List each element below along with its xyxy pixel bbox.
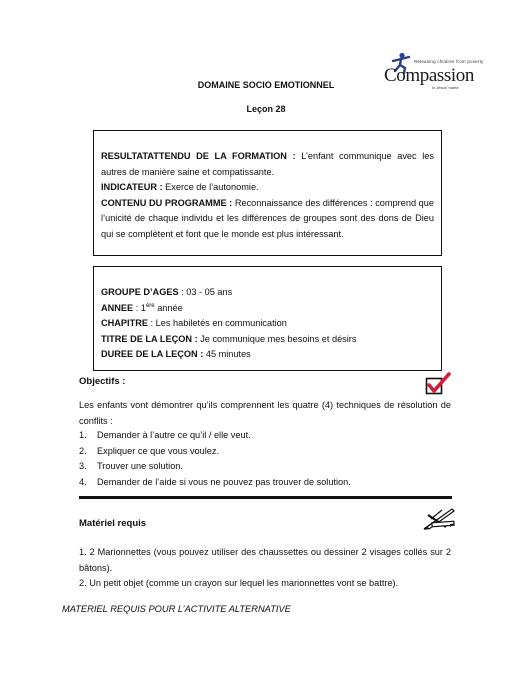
chapter-label: CHAPITRE (101, 318, 148, 328)
duration-line (101, 347, 434, 363)
duration-text: 45 minutes (205, 349, 251, 359)
list-item-text: Expliquer ce que vous voulez. (97, 445, 220, 456)
chapter-text: : Les habiletés en communication (150, 318, 287, 328)
materials-list (79, 545, 451, 592)
list-item-number: 4. (79, 476, 87, 487)
title-label: TITRE DE LA LEÇON : (101, 333, 198, 344)
year-suffix: année (157, 302, 183, 313)
year-line (101, 301, 434, 317)
year-sup: ère (145, 302, 155, 309)
age-label: GROUPE D’AGES (101, 287, 179, 297)
list-item-number: 1. (79, 430, 87, 440)
domain-title: DOMAINE SOCIO EMOTIONNEL (197, 80, 335, 90)
duration-label: DUREE DE LA LEÇON : (101, 349, 204, 359)
result-text: L’enfant communique avec les autres de manière saine et compatissante. (101, 151, 434, 177)
indicator-text: Exerce de l’autonomie. (165, 182, 259, 192)
material-item: 2. Un petit objet (comme un crayon sur lequel les marionnettes vont se battre). (79, 578, 399, 588)
objectives-intro: Les enfants vont démontrer qu’ils comprennent les quatre (4) techniques de résolution de conflits : (79, 400, 451, 426)
title-line (101, 332, 434, 348)
logo-tagline: Releasing children from poverty (414, 59, 484, 64)
list-item-number: 2. (79, 445, 87, 456)
materials-heading: Matériel requis (79, 518, 147, 529)
age-line (101, 285, 434, 301)
title-text: Je communique mes besoins et désirs (200, 333, 357, 344)
list-item (79, 475, 459, 491)
material-item: 1. 2 Marionnettes (vous pouvez utiliser des chaussettes ou dessiner 2 visages collés sur 2 bâtons). (79, 547, 451, 573)
red-checkmark-icon (425, 372, 451, 396)
result-label: RESULTATATTENDU DE LA FORMATION : (101, 151, 296, 161)
list-item-number: 3. (79, 461, 87, 471)
content-label: CONTENU DU PROGRAMME : (101, 197, 233, 208)
lesson-info-box (93, 266, 442, 371)
chapter-line (101, 316, 434, 332)
content-line (101, 196, 434, 243)
indicator-line (101, 180, 434, 196)
age-text: : 03 - 05 ans (181, 287, 233, 297)
formation-box (93, 130, 442, 256)
year-label: ANNEE (101, 302, 134, 313)
alt-materials-heading: MATERIEL REQUIS POUR L’ACTIVITE ALTERNATIVE (62, 604, 291, 614)
objectives-list (79, 428, 459, 490)
logo-brand: Compassion (384, 65, 474, 86)
objectives-heading: Objectifs : (79, 376, 126, 387)
list-item (79, 459, 459, 475)
logo-sub: in Jesus' name (432, 85, 459, 90)
list-item-text: Trouver une solution. (97, 461, 183, 471)
section-divider (79, 496, 452, 499)
list-item (79, 444, 459, 460)
lesson-title: Leçon 28 (246, 104, 286, 114)
indicator-label: INDICATEUR : (101, 182, 163, 192)
list-item-text: Demander à l’autre ce qu’il / elle veut. (97, 430, 251, 440)
pencil-tools-icon (422, 505, 456, 531)
result-line (101, 149, 434, 180)
year-prefix: : 1 (135, 302, 146, 313)
list-item-text: Demander de l’aide si vous ne pouvez pas trouver de solution. (97, 476, 351, 487)
list-item (79, 428, 459, 444)
content-text: Reconnaissance des différences : comprend que l’unicité de chaque individu et les différences de groupes sont des dons de Dieu qui se complètent et font que le monde est plus intéressant. (101, 197, 434, 239)
